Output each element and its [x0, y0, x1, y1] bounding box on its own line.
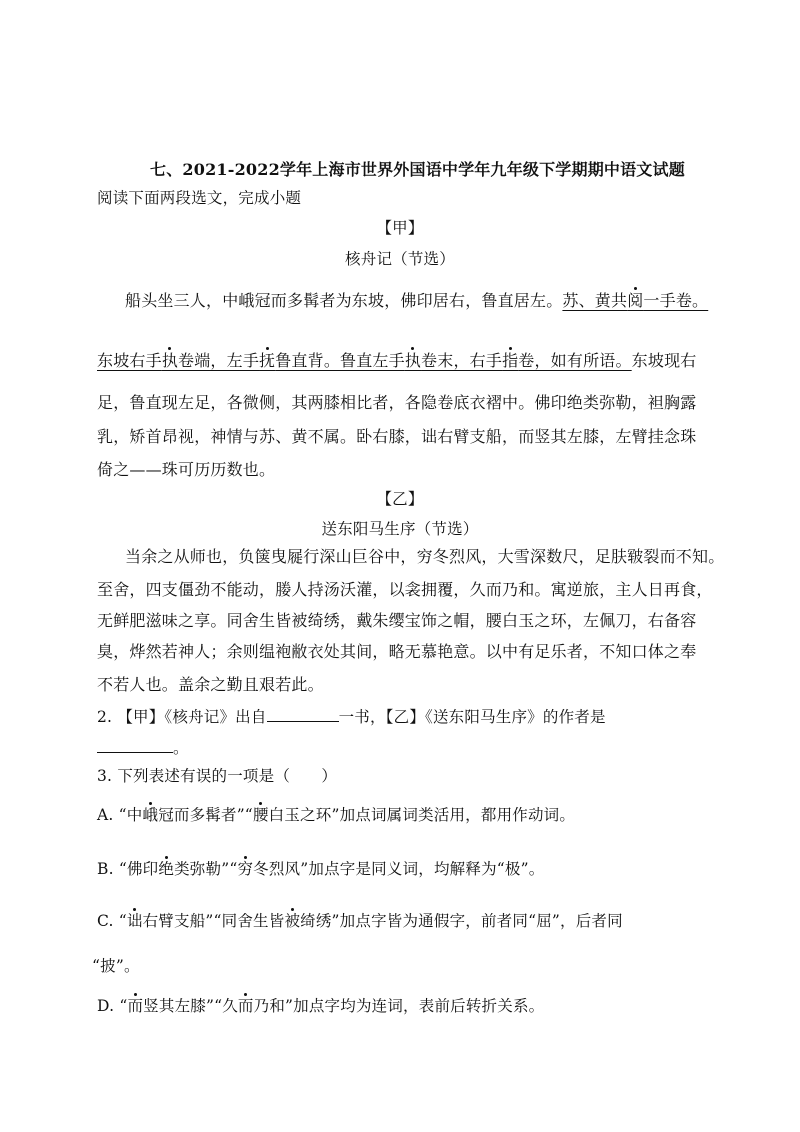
passage-b-mark: 【乙】: [376, 490, 424, 508]
option-a[interactable]: [97, 805, 575, 825]
text-run: “中: [118, 806, 143, 824]
option-b[interactable]: [97, 859, 544, 879]
text-run: “: [118, 912, 127, 930]
text-run: 鲁直背。鲁直左手: [275, 351, 405, 370]
dotted-char: 执: [161, 351, 179, 370]
text-run: 卷端，左手: [178, 351, 260, 370]
option-label: D.: [97, 997, 120, 1015]
option-c-continued: “披”。: [92, 957, 140, 975]
text-run: 卷，如有所语。: [518, 351, 632, 370]
answer-blank-source-book[interactable]: [267, 707, 339, 722]
text-run: 船头坐三人，中峨冠而多髯者为东坡，佛印居右，鲁直居左。: [125, 291, 563, 310]
question-2: [97, 707, 606, 727]
passage-b-line-4: 臭，烨然若神人；余则缊袍敝衣处其间，略无慕艳意。以中有足乐者，不知口体之奉: [97, 642, 697, 661]
dotted-char: 抚: [259, 351, 276, 370]
passage-b-line-2: 至舍，四支僵劲不能动，媵人持汤沃灌，以衾拥覆，久而乃和。寓逆旅，主人日再食，: [97, 580, 713, 599]
text-run: “: [119, 997, 128, 1015]
text-run: 类弥勒”“: [174, 860, 238, 878]
option-label: B.: [97, 860, 119, 878]
text-run: 东坡现右: [631, 351, 697, 370]
dotted-char: 而: [237, 997, 254, 1015]
text-run: 右臂支船”“同舍生皆: [142, 912, 285, 930]
text-run: 东坡右手: [97, 351, 162, 370]
text-run: 。: [173, 739, 189, 757]
text-run: 竖其左膝”“久: [143, 997, 238, 1015]
passage-a-mark: 【甲】: [376, 219, 424, 237]
text-run: “佛印: [118, 860, 159, 878]
dotted-char: 指: [502, 351, 519, 370]
dotted-char: 被: [284, 912, 301, 930]
text-run: 2. 【甲】《核舟记》出自: [97, 708, 267, 726]
text-run: 乃和”加点字均为连词，表前后转折关系。: [253, 997, 545, 1015]
dotted-char: 绝: [158, 860, 175, 878]
text-run: 苏、黄共: [562, 291, 628, 310]
passage-b-line-1: 当余之从师也，负箧曳屣行深山巨谷中，穷冬烈风，大雪深数尺，足肤皲裂而不知。: [125, 547, 725, 566]
underlined-text: [97, 351, 632, 370]
option-label: A.: [97, 806, 119, 824]
passage-a-line-4: 乳，矫首昂视，神情与苏、黄不属。卧右膝，诎右臂支船，而竖其左膝，左臂挂念珠: [97, 427, 697, 446]
passage-b-line-3: 无鲜肥滋味之享。同舍生皆被绮绣，戴朱缨宝饰之帽，腰白玉之环，左佩刀，右备容: [97, 611, 697, 630]
exam-title: 七、2021-2022学年上海市世界外国语中学年九年级下学期期中语文试题: [150, 160, 685, 179]
option-d[interactable]: [97, 996, 544, 1016]
question-2-continued: [97, 738, 189, 758]
dotted-char: 阅: [627, 291, 644, 310]
text-run: 白玉之环”加点词属词类活用，都用作动词。: [268, 806, 576, 824]
passage-a-line-3: 足，鲁直现左足，各微侧，其两膝相比者，各隐卷底衣褶中。佛印绝类弥勒，袒胸露: [97, 393, 697, 412]
text-run: 一手卷。: [643, 291, 709, 310]
dotted-char: 诎: [126, 912, 143, 930]
passage-a-heading: 核舟记（节选）: [345, 250, 455, 268]
passage-a-line-2: [97, 351, 696, 371]
question-3-stem: 3. 下列表述有误的一项是（ ）: [97, 767, 338, 785]
dotted-char: 腰: [252, 806, 269, 824]
passage-b-heading: 送东阳马生序（节选）: [321, 520, 479, 538]
dotted-char: 穷: [237, 860, 254, 878]
option-label: C.: [97, 912, 119, 930]
passage-a-line-1: [125, 291, 708, 311]
text-run: 绮绣”加点字皆为通假字，前者同“屈”，后者同: [300, 912, 623, 930]
underlined-text: [562, 291, 708, 310]
dotted-char: 而: [127, 997, 144, 1015]
option-c[interactable]: [97, 911, 623, 931]
text-run: 冬烈风”加点字是同义词，均解释为“极”。: [253, 860, 545, 878]
dotted-char: 执: [404, 351, 422, 370]
dotted-char: 峨: [142, 806, 159, 824]
text-run: 冠而多髯者”“: [158, 806, 253, 824]
reading-instruction: 阅读下面两段选文，完成小题: [97, 189, 302, 207]
text-run: 一书，【乙】《送东阳马生序》的作者是: [338, 708, 606, 726]
passage-b-line-5: 不若人也。盖余之勤且艰若此。: [97, 675, 324, 694]
answer-blank-author[interactable]: [97, 738, 173, 753]
text-run: 卷末，右手: [421, 351, 503, 370]
passage-a-line-5: 倚之——珠可历历数也。: [97, 460, 276, 479]
